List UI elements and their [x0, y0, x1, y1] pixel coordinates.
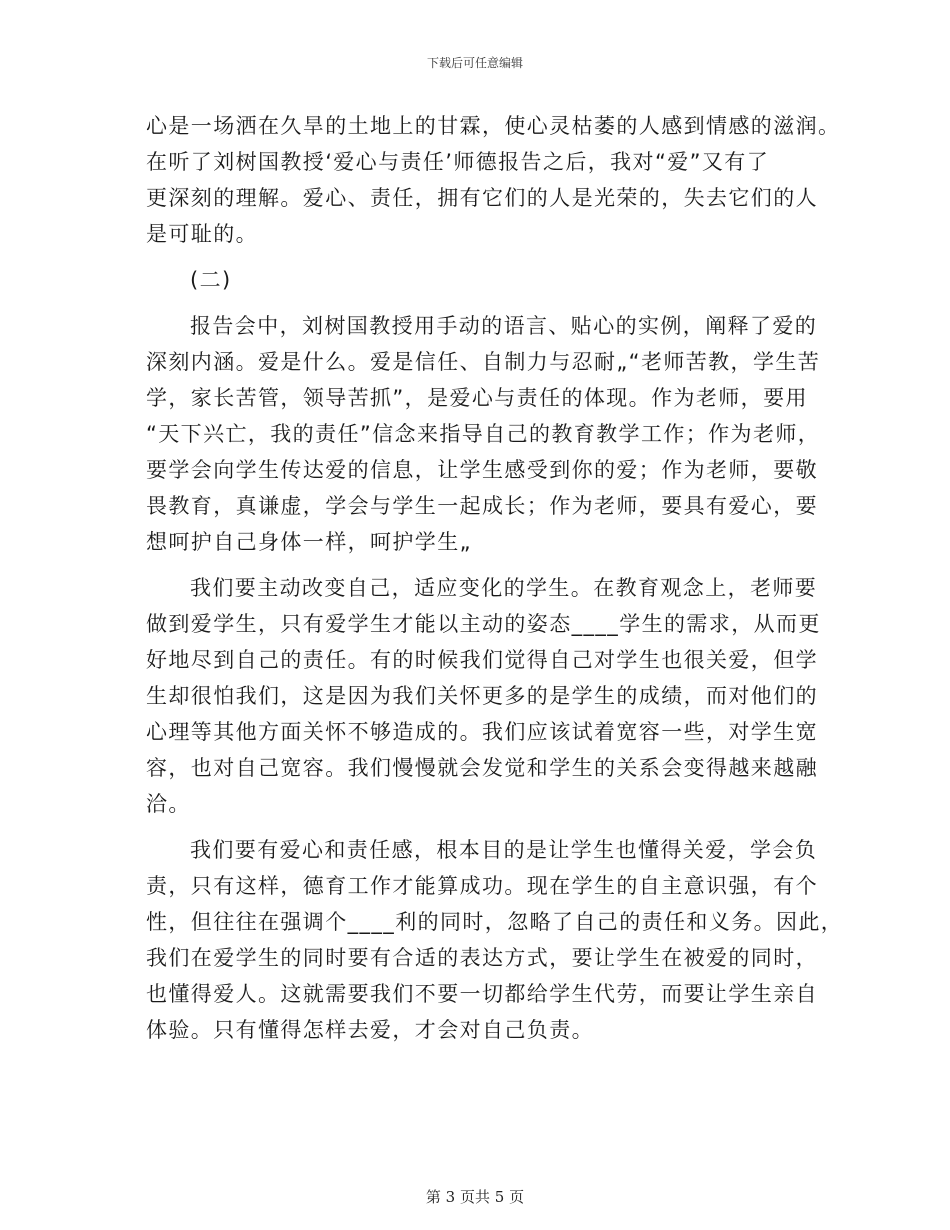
- document-body: [146, 108, 844, 1048]
- text-line: 性，但往往在强调个____利的同时，忽略了自己的责任和义务。因此，: [146, 910, 844, 934]
- paragraph-1: [146, 108, 841, 252]
- text-line: 我们要有爱心和责任感，根本目的是让学生也懂得关爱，学会负: [190, 838, 818, 862]
- text-line: 报告会中，刘树国教授用手动的语言、贴心的实例，阐释了爱的: [190, 314, 818, 338]
- text-line: 想呵护自己身体一样，呵护学生„: [146, 530, 472, 554]
- text-line: 畏教育，真谦虚，学会与学生一起成长；作为老师，要具有爱心，要: [146, 494, 818, 518]
- text-line: 深刻内涵。爱是什么。爱是信任、自制力与忍耐„“老师苦教，学生苦: [146, 350, 821, 374]
- section-number: (二): [190, 268, 232, 292]
- text-line: 洽。: [146, 792, 191, 816]
- text-line: 更深刻的理解。爱心、责任，拥有它们的人是光荣的，失去它们的人: [146, 186, 818, 210]
- text-line: 也懂得爱人。这就需要我们不要一切都给学生代劳，而要让学生亲自: [146, 982, 818, 1006]
- text-line: 体验。只有懂得怎样去爱，才会对自己负责。: [146, 1018, 594, 1042]
- text-line: 责，只有这样，德育工作才能算成功。现在学生的自主意识强，有个: [146, 874, 818, 898]
- text-line: 容，也对自己宽容。我们慢慢就会发觉和学生的关系会变得越来越融: [146, 756, 818, 780]
- text-line: 学，家长苦管，领导苦抓”，是爱心与责任的体现。作为老师，要用: [146, 386, 808, 410]
- text-line: 在听了刘树国教授‘爱心与责任’师德报告之后，我对“爱”又有了: [146, 150, 770, 174]
- text-line: 我们要主动改变自己，适应变化的学生。在教育观念上，老师要: [190, 576, 818, 600]
- text-line: 心是一场洒在久旱的土地上的甘霖，使心灵枯萎的人感到情感的滋润。: [146, 114, 841, 138]
- text-line: 要学会向学生传达爱的信息，让学生感受到你的爱；作为老师，要敬: [146, 458, 818, 482]
- paragraph-2: [146, 308, 821, 560]
- text-line: “天下兴亡，我的责任”信念来指导自己的教育教学工作；作为老师，: [146, 422, 821, 446]
- text-line: 是可耻的。: [146, 222, 258, 246]
- text-line: 心理等其他方面关怀不够造成的。我们应该试着宽容一些，对学生宽: [146, 720, 818, 744]
- text-line: 好地尽到自己的责任。有的时候我们觉得自己对学生也很关爱，但学: [146, 648, 818, 672]
- paragraph-3: [146, 570, 821, 822]
- text-line: 我们在爱学生的同时要有合适的表达方式，要让学生在被爱的同时，: [146, 946, 818, 970]
- text-line: 生却很怕我们，这是因为我们关怀更多的是学生的成绩，而对他们的: [146, 684, 818, 708]
- paragraph-4: [146, 832, 844, 1048]
- section-heading: [146, 262, 806, 298]
- page-header: 下载后可任意编辑: [426, 56, 523, 70]
- page-number: 第 3 页共 5 页: [425, 1188, 525, 1206]
- text-line: 做到爱学生，只有爱学生才能以主动的姿态____学生的需求，从而更: [146, 612, 821, 636]
